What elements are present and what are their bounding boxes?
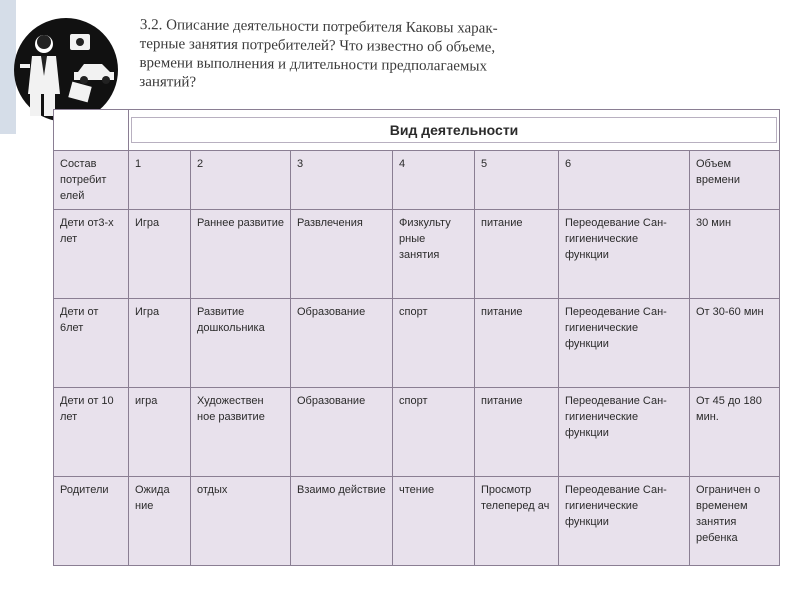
table-title: Вид деятельности (131, 117, 777, 143)
header-cell: 3 (291, 151, 393, 210)
table-cell: спорт (393, 388, 475, 477)
table-title-row (54, 110, 780, 151)
heading-line: времени выполнения и длительности предполагаемых (139, 54, 488, 75)
table-row (54, 388, 780, 477)
header-cell: 6 (559, 151, 690, 210)
header-cell: 2 (191, 151, 291, 210)
table-cell: питание (475, 388, 559, 477)
table-cell: Образование (291, 299, 393, 388)
table-cell: Образование (291, 388, 393, 477)
heading-line: терные занятия потребителей? Что известно об объеме, (139, 35, 496, 56)
table-cell: Развитие дошкольника (191, 299, 291, 388)
table-cell: Просмотр телеперед ач (475, 477, 559, 566)
table-cell: Взаимо действие (291, 477, 393, 566)
section-heading (139, 16, 560, 96)
table-cell: Игра (129, 299, 191, 388)
heading-line: 3.2. Описание деятельности потребителя Каковы харак- (139, 16, 498, 37)
table-cell: Дети от 6лет (54, 299, 129, 388)
table-cell: Переодевание Сан-гигиенические функции (559, 477, 690, 566)
table-cell: Развлечения (291, 210, 393, 299)
table-cell: питание (475, 299, 559, 388)
activity-table (53, 109, 780, 566)
table-row (54, 477, 780, 566)
businessman-illustration-icon (8, 16, 128, 122)
table-cell: Дети от3-х лет (54, 210, 129, 299)
table-cell: Ожида ние (129, 477, 191, 566)
table-title-cell (129, 110, 780, 151)
table-cell: Игра (129, 210, 191, 299)
table-cell: чтение (393, 477, 475, 566)
table-row (54, 299, 780, 388)
empty-corner-cell (54, 110, 129, 151)
header-cell: Объем времени (690, 151, 780, 210)
header-cell: 5 (475, 151, 559, 210)
heading-line: занятий? (139, 73, 197, 91)
table-cell: От 30-60 мин (690, 299, 780, 388)
table-cell: Родители (54, 477, 129, 566)
table-cell: От 45 до 180 мин. (690, 388, 780, 477)
table-cell: Раннее развитие (191, 210, 291, 299)
header-cell: 1 (129, 151, 191, 210)
table-cell: отдых (191, 477, 291, 566)
header-cell: 4 (393, 151, 475, 210)
table-row (54, 210, 780, 299)
table-cell: Переодевание Сан-гигиенические функции (559, 210, 690, 299)
table-cell: Физкульту рные занятия (393, 210, 475, 299)
table-cell: спорт (393, 299, 475, 388)
table-cell: Художествен ное развитие (191, 388, 291, 477)
header-cell: Состав потребит елей (54, 151, 129, 210)
table-header-row (54, 151, 780, 210)
table-cell: Дети от 10 лет (54, 388, 129, 477)
table-cell: игра (129, 388, 191, 477)
table-cell: Ограничен о временем занятия ребенка (690, 477, 780, 566)
table-cell: Переодевание Сан-гигиенические функции (559, 299, 690, 388)
table-cell: Переодевание Сан-гигиенические функции (559, 388, 690, 477)
table-cell: 30 мин (690, 210, 780, 299)
table-cell: питание (475, 210, 559, 299)
